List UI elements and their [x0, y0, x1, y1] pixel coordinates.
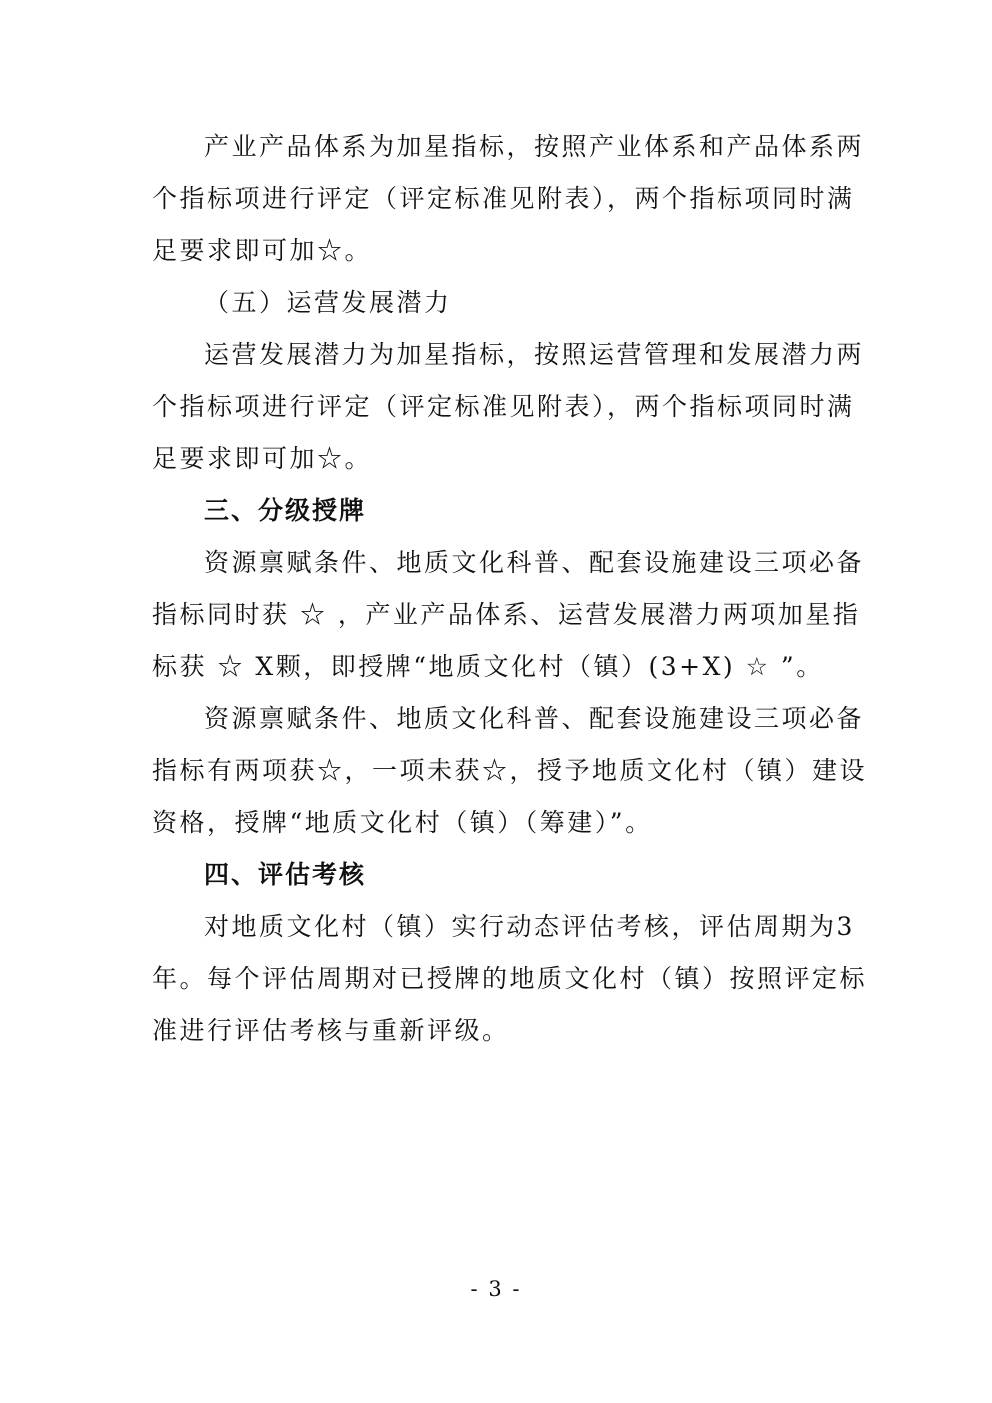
- page-number: - 3 -: [470, 1277, 522, 1301]
- para1-line1: 产业产品体系为加星指标，按照产业体系和产品体系两: [204, 132, 865, 161]
- section4-para1-line3: 准进行评估考核与重新评级。: [152, 1016, 510, 1045]
- section3-para1-line1: 资源禀赋条件、地质文化科普、配套设施建设三项必备: [204, 548, 865, 577]
- para2-line3: 足要求即可加☆。: [152, 444, 373, 473]
- section-heading-grading: 三、分级授牌: [204, 496, 367, 525]
- subheading-operation-potential: （五）运营发展潜力: [204, 288, 452, 317]
- section4-para1-line1: 对地质文化村（镇）实行动态评估考核，评估周期为3: [204, 912, 855, 941]
- section3-para1-line3: 标获 ☆ X颗，即授牌“地质文化村（镇）(3+X) ☆ ”。: [152, 652, 824, 681]
- section3-para1-line2: 指标同时获 ☆ ，产业产品体系、运营发展潜力两项加星指: [152, 600, 861, 629]
- para2-line2: 个指标项进行评定（评定标准见附表），两个指标项同时满: [152, 392, 855, 421]
- para1-line3: 足要求即可加☆。: [152, 236, 373, 265]
- section3-para2-line1: 资源禀赋条件、地质文化科普、配套设施建设三项必备: [204, 704, 865, 733]
- section3-para2-line2: 指标有两项获☆，一项未获☆，授予地质文化村（镇）建设: [152, 756, 868, 785]
- section3-para2-line3: 资格，授牌“地质文化村（镇）（筹建）”。: [152, 808, 653, 837]
- section4-para1-line2: 年。每个评估周期对已授牌的地质文化村（镇）按照评定标: [152, 964, 868, 993]
- para1-line2: 个指标项进行评定（评定标准见附表），两个指标项同时满: [152, 184, 855, 213]
- section-heading-assessment: 四、评估考核: [204, 860, 367, 889]
- para2-line1: 运营发展潜力为加星指标，按照运营管理和发展潜力两: [204, 340, 865, 369]
